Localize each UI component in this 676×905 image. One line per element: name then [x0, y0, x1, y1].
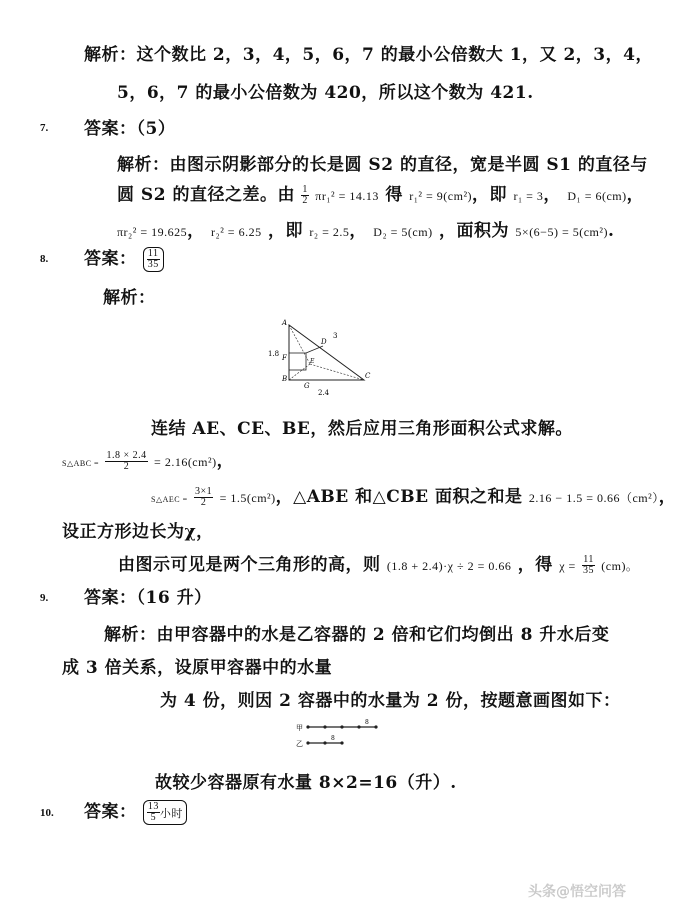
q9-explanation-line3: 为 4 份，则因 2 容器中的水量为 2 份，按题意画图如下： — [160, 691, 621, 711]
triangle-figure — [262, 315, 382, 400]
svg-text:B: B — [282, 375, 288, 383]
q7-explanation-line3: πr₂² = 19.625， r₂² = 6.25 ，即 r₂ = 2.5， D₂ = 5(cm) ，面积为 5×(6−5) = 5(cm²). — [117, 221, 615, 241]
svg-text:8: 8 — [331, 735, 335, 742]
watermark: 头条@悟空问答 — [528, 884, 626, 900]
q7-number: 7. — [40, 122, 49, 134]
q7-explanation-line2: 圆 S2 的直径之差。由 $\frac{1}{2}$ πr₁² = 14.13 得 r₁² = 9(cm²)，即 r₁ = 3， D₁ = 6(cm)， — [117, 184, 645, 206]
q8-analysis-label: 解析： — [103, 288, 156, 308]
q7-answer: 答案：（5） — [84, 119, 176, 139]
q8-connect-line: 连结 AE、CE、BE，然后应用三角形面积公式求解。 — [151, 419, 573, 439]
svg-text:8: 8 — [365, 719, 369, 726]
q8-area-aec: S△AEC = $\frac{3\times 1}{2}$ = 1.5(cm²)，△ABE 和△CBE 面积之和是 2.16 − 1.5 = 0.66（cm²）， — [151, 486, 676, 508]
svg-text:A: A — [282, 319, 288, 327]
svg-text:D: D — [321, 338, 327, 346]
q9-conclusion: 故较少容器原有水量 8×2=16（升）. — [155, 773, 457, 793]
q9-explanation-line1: 解析：由甲容器中的水是乙容器的 2 倍和它们均倒出 8 升水后变 — [104, 625, 610, 645]
svg-text:E: E — [310, 358, 315, 365]
svg-text:甲: 甲 — [296, 724, 303, 732]
svg-text:3: 3 — [333, 332, 338, 340]
svg-text:2.4: 2.4 — [318, 389, 330, 397]
one-half-fraction: $\frac{1}{2}$ — [302, 184, 308, 206]
q9-answer: 答案：（16 升） — [84, 588, 212, 608]
svg-text:F: F — [282, 354, 287, 362]
q8-area-abc: S△ABC = $\frac{1.8 \times 2.4}{2}$ = 2.16(cm²)， — [62, 450, 235, 472]
svg-text:C: C — [365, 372, 371, 380]
q7-explanation-line1: 解析：由图示阴影部分的长是圆 S2 的直径，宽是半圆 S1 的直径与 — [117, 155, 648, 175]
svg-text:乙: 乙 — [296, 740, 303, 748]
q8-number: 8. — [40, 253, 49, 265]
water-segment-figure — [296, 718, 386, 750]
q8-let-line: 设正方形边长为χ， — [62, 522, 214, 542]
q9-number: 9. — [40, 592, 49, 604]
q8-heights-line: 由图示可见是两个三角形的高，则 (1.8 + 2.4)·χ ÷ 2 = 0.66 ，得 χ = $\frac{11}{35}$ (cm)。 — [118, 554, 639, 576]
q9-explanation-line2: 成 3 倍关系，设原甲容器中的水量 — [62, 658, 333, 678]
q6-explanation-line2: 5，6，7 的最小公倍数为 420，所以这个数为 421. — [117, 83, 534, 103]
q10-answer: 答案： $\frac{13}{5}$ 小时 — [84, 797, 187, 825]
q8-answer: 答案： $\frac{11}{35}$ — [84, 244, 164, 272]
q10-number: 10. — [40, 807, 54, 819]
svg-text:G: G — [304, 382, 310, 390]
svg-text:1.8: 1.8 — [268, 350, 280, 358]
q6-explanation-line1: 解析：这个数比 2，3，4，5，6，7 的最小公倍数大 1，又 2，3，4， — [84, 45, 653, 65]
